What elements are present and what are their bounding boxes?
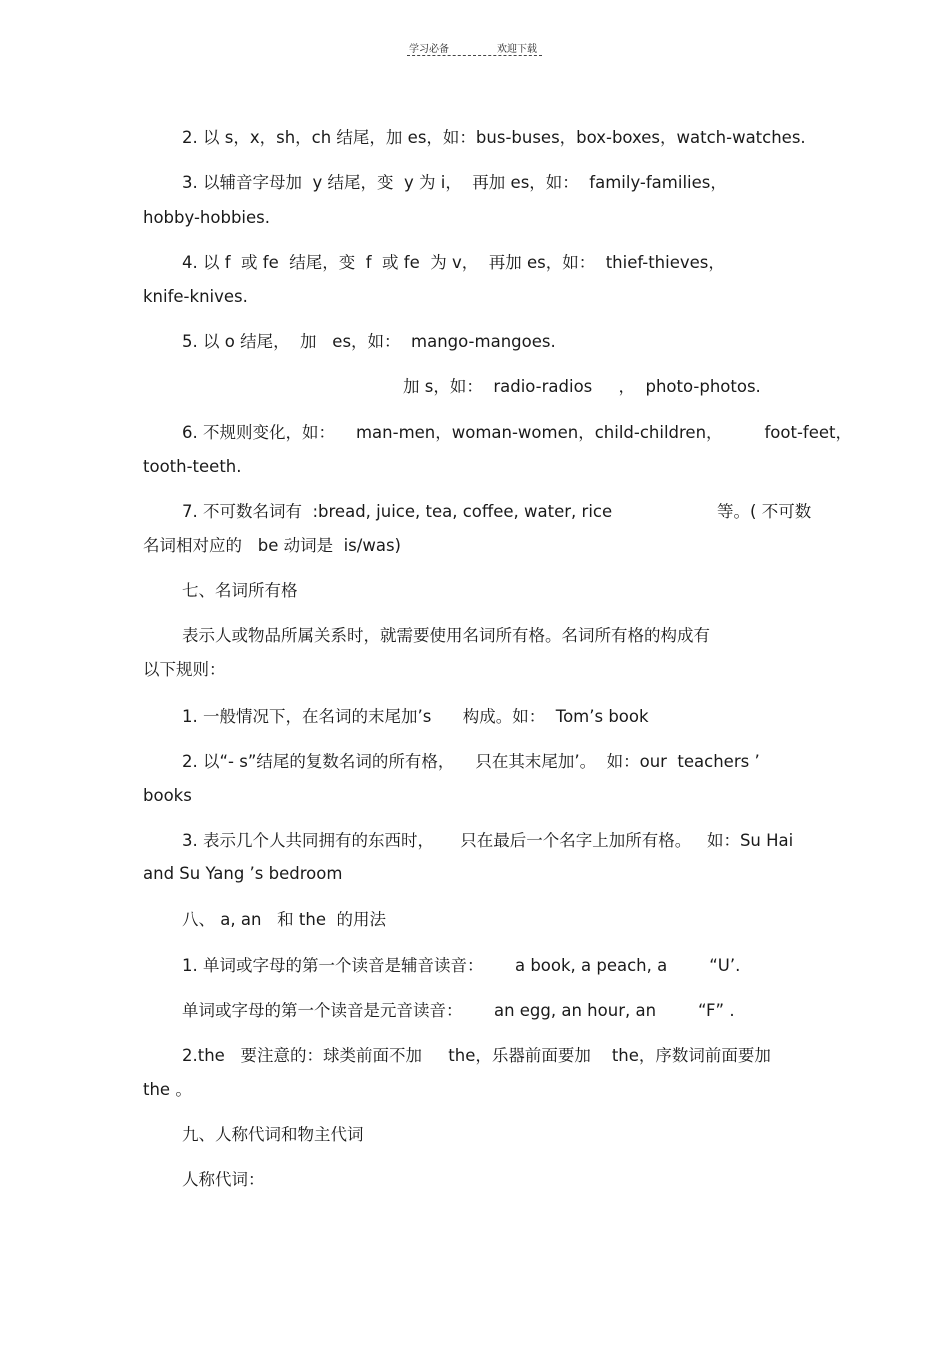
rule-7-continuation: 名词相对应的 be 动词是 is/was) [143, 536, 401, 555]
possessive-rule-2-continuation: books [143, 786, 192, 805]
section-7-heading: 七、名词所有格 [182, 581, 298, 600]
rule-6-continuation: tooth-teeth. [143, 457, 242, 476]
personal-pronoun-label: 人称代词： [182, 1170, 265, 1189]
rule-5-line: 5. 以 o 结尾， 加 es，如： mango-mangoes. [182, 332, 556, 351]
rule-4-continuation: knife-knives. [143, 287, 248, 306]
article-rule-2-continuation: the 。 [143, 1080, 192, 1099]
section-7-intro: 表示人或物品所属关系时，就需要使用名词所有格。名词所有格的构成有 [182, 626, 710, 645]
section-7-intro-continuation: 以下规则： [143, 660, 226, 679]
section-9-heading: 九、人称代词和物主代词 [182, 1125, 364, 1144]
article-rule-1: 1. 单词或字母的第一个读音是辅音读音： a book, a peach, a “U’. [182, 956, 741, 975]
rule-3-continuation: hobby-hobbies. [143, 208, 271, 227]
rule-6-line: 6. 不规则变化，如： man-men，woman-women，child-children， foot-feet， [182, 423, 852, 442]
header-left-text: 学习必备 [409, 44, 449, 55]
page-header [407, 38, 542, 58]
header-right-text: 欢迎下载 [497, 44, 537, 55]
rule-4-line: 4. 以 f 或 fe 结尾，变 f 或 fe 为 v， 再加 es，如： thief-thieves， [182, 253, 725, 272]
section-8-heading: 八、 a, an 和 the 的用法 [182, 910, 386, 929]
rule-2-line: 2. 以 s，x，sh，ch 结尾，加 es，如：bus-buses，box-boxes，watch-watches. [182, 128, 806, 147]
rule-3-line: 3. 以辅音字母加 y 结尾，变 y 为 i， 再加 es，如： family-families， [182, 173, 727, 192]
possessive-rule-3-continuation: and Su Yang ’s bedroom [143, 864, 343, 883]
possessive-rule-3: 3. 表示几个人共同拥有的东西时， 只在最后一个名字上加所有格。 如：Su Hai [182, 831, 794, 850]
header-rule [407, 55, 542, 56]
possessive-rule-2: 2. 以“- s”结尾的复数名词的所有格， 只在其末尾加’。 如：our teachers ’ [182, 752, 760, 771]
article-rule-1-vowel: 单词或字母的第一个读音是元音读音： an egg, an hour, an “F” . [182, 1001, 735, 1020]
rule-5-subline: 加 s，如： radio-radios ， photo-photos. [403, 377, 761, 396]
article-rule-2: 2.the 要注意的：球类前面不加 the，乐器前面要加 the，序数词前面要加 [182, 1046, 771, 1065]
rule-7-line: 7. 不可数名词有 :bread, juice, tea, coffee, water, rice 等。( 不可数 [182, 502, 812, 521]
possessive-rule-1: 1. 一般情况下，在名词的末尾加’s 构成。如： Tom’s book [182, 707, 649, 726]
